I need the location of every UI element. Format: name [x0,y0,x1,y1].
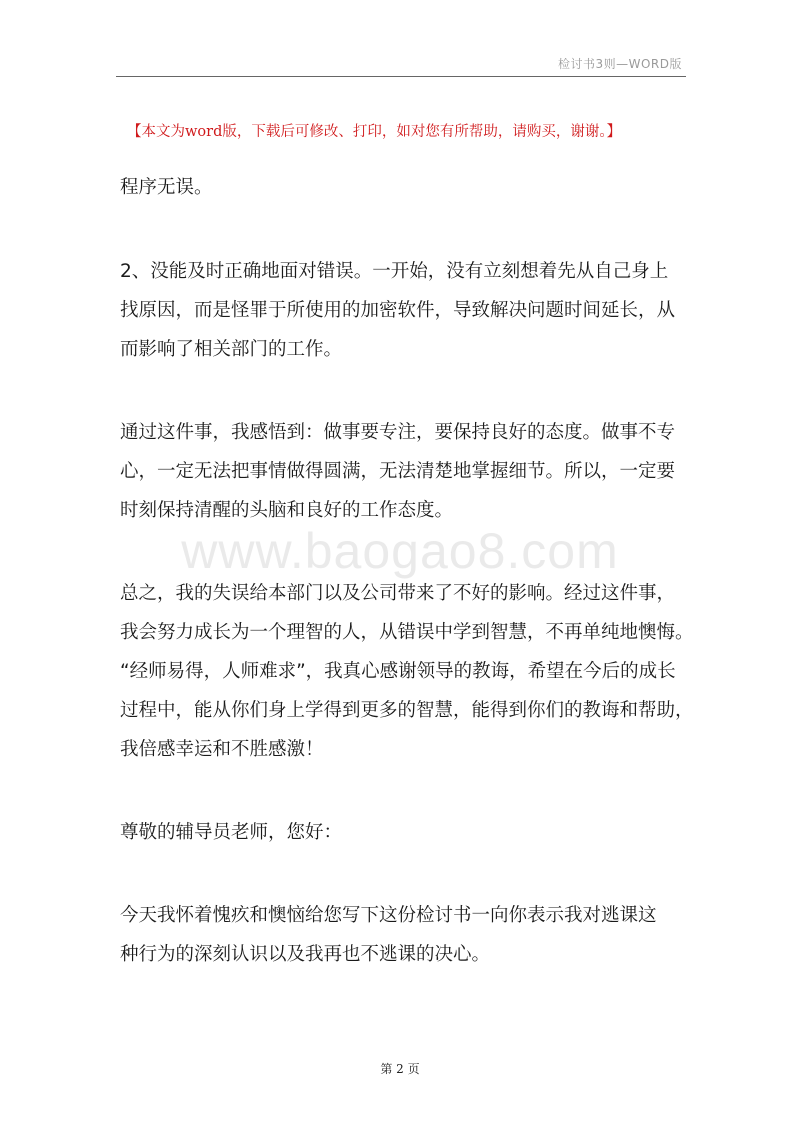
page-number: 第 2 页 [380,1062,420,1076]
watermark: www.baogao8.com [181,523,619,579]
paragraph-line: 找原因，而是怪罪于所使用的加密软件，导致解决问题时间延长，从 [120,300,676,321]
paragraph-line: 总之，我的失误给本部门以及公司带来了不好的影响。经过这件事， [120,583,676,604]
paragraph-line: 通过这件事，我感悟到：做事要专注，要保持良好的态度。做事不专 [120,422,676,443]
paragraph-line: 时刻保持清醒的头脑和良好的工作态度。 [120,500,454,521]
paragraph [120,413,690,530]
document-body [120,168,694,1018]
paragraph [120,252,690,369]
paragraph-line: 我倍感幸运和不胜感激！ [120,739,324,760]
purchase-notice: 【本文为word版，下载后可修改、打印，如对您有所帮助，请购买，谢谢。】 [127,124,622,140]
paragraph [120,813,690,852]
paragraph-line: 种行为的深刻认识以及我再也不逃课的决心。 [120,944,491,965]
paragraph-line: 今天我怀着愧疚和懊恼给您写下这份检讨书一向你表示我对逃课这 [120,905,657,926]
paragraph [120,168,690,207]
paragraph-line: 过程中，能从你们身上学得到更多的智慧，能得到你们的教诲和帮助， [120,700,694,721]
paragraph [120,896,690,974]
paragraph-line: 而影响了相关部门的工作。 [120,339,343,360]
paragraph-line: 尊敬的辅导员老师，您好： [120,822,343,843]
paragraph-line: 程序无误。 [120,177,213,198]
paragraph-line: 心，一定无法把事情做得圆满，无法清楚地掌握细节。所以，一定要 [120,461,676,482]
header-title: 检讨书3则—WORD版 [557,57,682,71]
paragraph [120,574,694,769]
paragraph-line: 2、没能及时正确地面对错误。一开始，没有立刻想着先从自己身上 [120,261,669,282]
paragraph-line: “经师易得，人师难求”，我真心感谢领导的教诲，希望在今后的成长 [120,661,676,682]
header-divider [116,76,686,77]
paragraph-line: 我会努力成长为一个理智的人，从错误中学到智慧，不再单纯地懊悔。 [120,622,694,643]
